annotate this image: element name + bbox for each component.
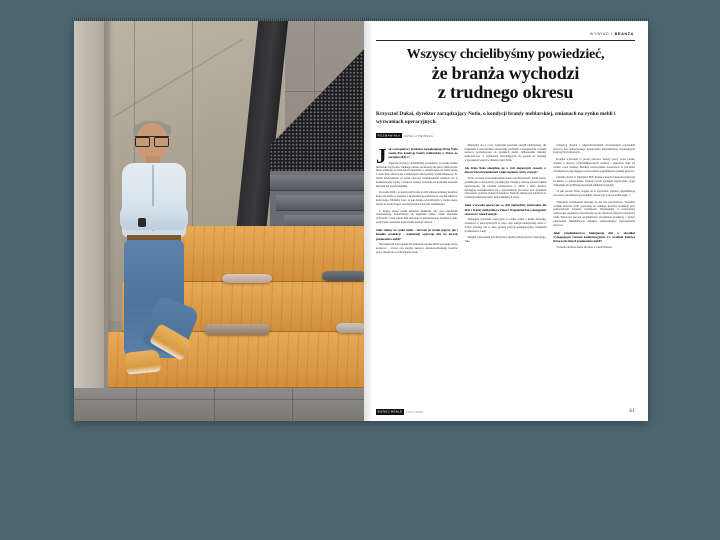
photo-cushion bbox=[322, 271, 364, 281]
article-question: Jakie wyzwania operacyjne są dziś najbardziej odczuwalne dla firm z branży meblarskiej w Polsce? Wspomniał Pan o dostępności surowców i cenach energii... bbox=[464, 203, 547, 216]
watch-icon bbox=[138, 218, 146, 227]
byline bbox=[376, 134, 635, 138]
right-page-article bbox=[364, 21, 648, 421]
article-paragraph: Drugim wyzwaniem jest drastyczny spadek podaży surowca dębowego. Jako bbox=[464, 236, 547, 244]
article-paragraph: Największym wyzwaniem dla większości producentów pozostaje presja kosztowa – wzrost cen energii, surowca drewnopochodnego kosztów pracy zbiegło się w tym samym czasie. bbox=[376, 243, 458, 254]
article-paragraph: Początek 2026 r. to nadal przybywają na siły zmiana struktury kosztów, która nie ulżyła w zasadzie z modernizacją podstawowa cen dla odbiorcy końcowego. Widzimy więc, że jako branża wracalibyśmy w trudne okres, istotny ze szybą bogaci rozwiązywaniach korzyść stabilniejsze. bbox=[376, 191, 458, 207]
headline-line-1: Wszyscy chcielibyśmy powiedzieć, bbox=[406, 47, 605, 62]
headline-line-2: że branża wychodzi bbox=[431, 62, 580, 83]
article-paragraph: W moim odczuciu nasza siła tkwi w trzech filarach. bbox=[556, 245, 613, 249]
photo-subject-person bbox=[108, 123, 212, 401]
footer-tag: BIZNES MEBLE bbox=[377, 410, 403, 414]
photo-subject-shoe bbox=[125, 349, 161, 374]
photo-cushion bbox=[222, 274, 272, 283]
left-page-photograph bbox=[74, 21, 364, 421]
article-column-2 bbox=[465, 144, 547, 390]
footer-masthead bbox=[376, 410, 423, 414]
article-column-1 bbox=[376, 144, 458, 390]
drop-cap: J bbox=[376, 143, 387, 168]
kicker bbox=[376, 32, 635, 38]
article-paragraph: Mierzymy się z coraz wyższymi kosztami energii elektrycznej, dla przykładu. Coraz bardziej odczuwamy problemy z dostępnością i cenami surowca pochodzącego do produkcji mebli. Jednocześnie musimy funkcjonować w wymiarach utrzymujących się popytu na artykuły wyposażenia wnętrz w dalszej części firmy. bbox=[464, 143, 547, 163]
article-question: Jakie zmiany na rynku mebli – zarówno po stronie popytu, jak i kanałów produkcji – najmocniej wpływają dziś na decyzje producentów mebli? bbox=[376, 228, 458, 241]
photo-cushion bbox=[204, 324, 270, 335]
footer-issue: LUTY 2026 bbox=[405, 410, 424, 414]
kicker-section: WYWIAD bbox=[589, 32, 610, 36]
photo-cushion bbox=[336, 323, 364, 333]
article-paragraph: Zapewne wszyscy chcielibyśmy powiedzieć, że polska branża meblarska wychodzi z trudnego okresu, ale niestety nie jest to takie proste. Dane wskazują, że rentowność sprzedaży w naszym sektorze nadal spada, a wiele firm odnotowuje w minionym roku wyraźny wynik finansowy. Po latach dawniejszym, że rynek zbytowy konsekwentnie wielkość się w konkurencyjny lepiej, a krajowe zakupy pozostają na poziomie znacznie niższym niż przed pandemią. bbox=[376, 161, 458, 188]
article-column-3 bbox=[553, 144, 635, 390]
article-paragraph: Wszystkie wymienione kierunki są dla nas priorytetowe. Wspólnie cechuje zbiorcze CNC pozwalają na redukcję kosztów produkcji przy jednoczesnym wzroście wydajności. Inwestujemy w nowoczesne technologie stopniowo, koncentrując się na obszarach dających najwyższy efekt. Kluczowa jest też optymalizacja zarządzania produkcją – wpływ planowania, minimalizacja odpadów, efektywniejsze wykorzystanie surowca. bbox=[553, 200, 636, 228]
page-footer bbox=[376, 409, 635, 414]
headline-line-3: z trudnego okresu bbox=[437, 82, 574, 103]
article-paragraph: Dzisiejsze wyzwania operacyjne to realna walka o każdą złotówkę, zwłaszcza w nieoczywistych są więc ceny energii elektrycznej, które w Polsce stawiają nas w dużo gorszej pozycji konkurencyjnej względem producentów z Azji. bbox=[464, 218, 547, 233]
article-question: Jak firma Notio odnajduje się w tych niepewnych czasach, w nieoczywistych kontekstach i jakie segmenty oferty rozwija? bbox=[464, 166, 547, 175]
page-number: 41 bbox=[629, 409, 635, 414]
byline-name: ANNA LITWIŃSKA bbox=[404, 133, 434, 138]
article-question: Jak z perspektywy dyrektora zarządzającego firmą Notio ocenia Pan kondycję branży meblarskiej w Polsce na początku 2026 r.? bbox=[376, 143, 458, 168]
gutter-shadow bbox=[364, 21, 373, 421]
header-rule bbox=[376, 40, 635, 41]
photo-subject-crossed-arms bbox=[120, 206, 188, 230]
article-paragraph: Z drugiej strony polski przemysł meblarski cały czas przechodzi transformację. Konsolidacja się segmentu rynku, rośnie znaczenie cyfryzacji i coraz więcej firm inwestuje w automatyzację. Trudniej to jako pozytywne i naturalne dojrzewanie naszego sektora. bbox=[376, 209, 458, 225]
kicker-category: BRANŻA bbox=[614, 32, 634, 36]
kicker-separator: • bbox=[610, 32, 613, 36]
article-paragraph: technolog drzewa z nieprzekraczalnym obowiązanym poprzednik surowca bez jednoczesnego dostarczania mechanizmów wspierających krajowych producentów. bbox=[553, 143, 636, 155]
glasses-icon bbox=[135, 136, 169, 144]
article-columns bbox=[376, 144, 635, 390]
article-paragraph: Notio od wielu lat konsekwentnie stawia na elastyczność, płytki zestaw produkcyjne i elastyczność produkcyjną. Dzięki w obecne zarówno mebli tapicerowane, jak również szczegółowe w 100% z dużo dostawa dyfuzyjną, konsekwentnie się z optymalizacji procesów, pod systemem rentowność postawa transzych kanałów. Naszym zmianą jest zdolność do realizacji zamówień serii i indywidualizacji oferty. bbox=[464, 176, 547, 200]
article-paragraph: W jaki sposób Notio reaguje na te wyzwania: poprzez optymalizację procesów, automatyzację produkcji, inwestycje w nowe technologie...? bbox=[553, 190, 636, 198]
page-title bbox=[376, 48, 635, 102]
photo-concrete-pillar bbox=[74, 21, 108, 421]
article-paragraph: Kolejne wyzwanie to presja płacowa. Koszty pracy rosną bardzo szybko, a dotyczy wykwalifikowanych stolarzy i tapicerów staje się bardzo coraz trudniej. Musimy równocześnie inwestować w potrzebne przemysłowe przyciągające i nowoczesne wygodniejsze systemy płacowe. bbox=[553, 157, 636, 173]
byline-tag: ROZMAWIAŁA bbox=[377, 133, 401, 138]
article-question: Jakie przedsiębiorstwa funkcjonują dziś w słownikie wymagającym rzeczom konkurencyjnym. Co wrzóżnia Państwa firmę na tle innych producentów mebli? bbox=[553, 231, 636, 244]
magazine-spread bbox=[74, 21, 648, 421]
article-paragraph: Ostatnie obszar to logistyka i EDI. Rosnące koszty transportu wpływają na marżę, co naszej marże. Sytuacja wcale wymagał regulacyjnie wyjąc dokładanie do dotkliwego kosztami administracyjnymi. bbox=[553, 176, 636, 187]
article-lead: Krzysztof Dukai, dyrektor zarządzający Notio, o kondycji branży meblarskiej, zmianach na rynku mebli i wyzwaniach operacyjnych. bbox=[376, 110, 616, 126]
